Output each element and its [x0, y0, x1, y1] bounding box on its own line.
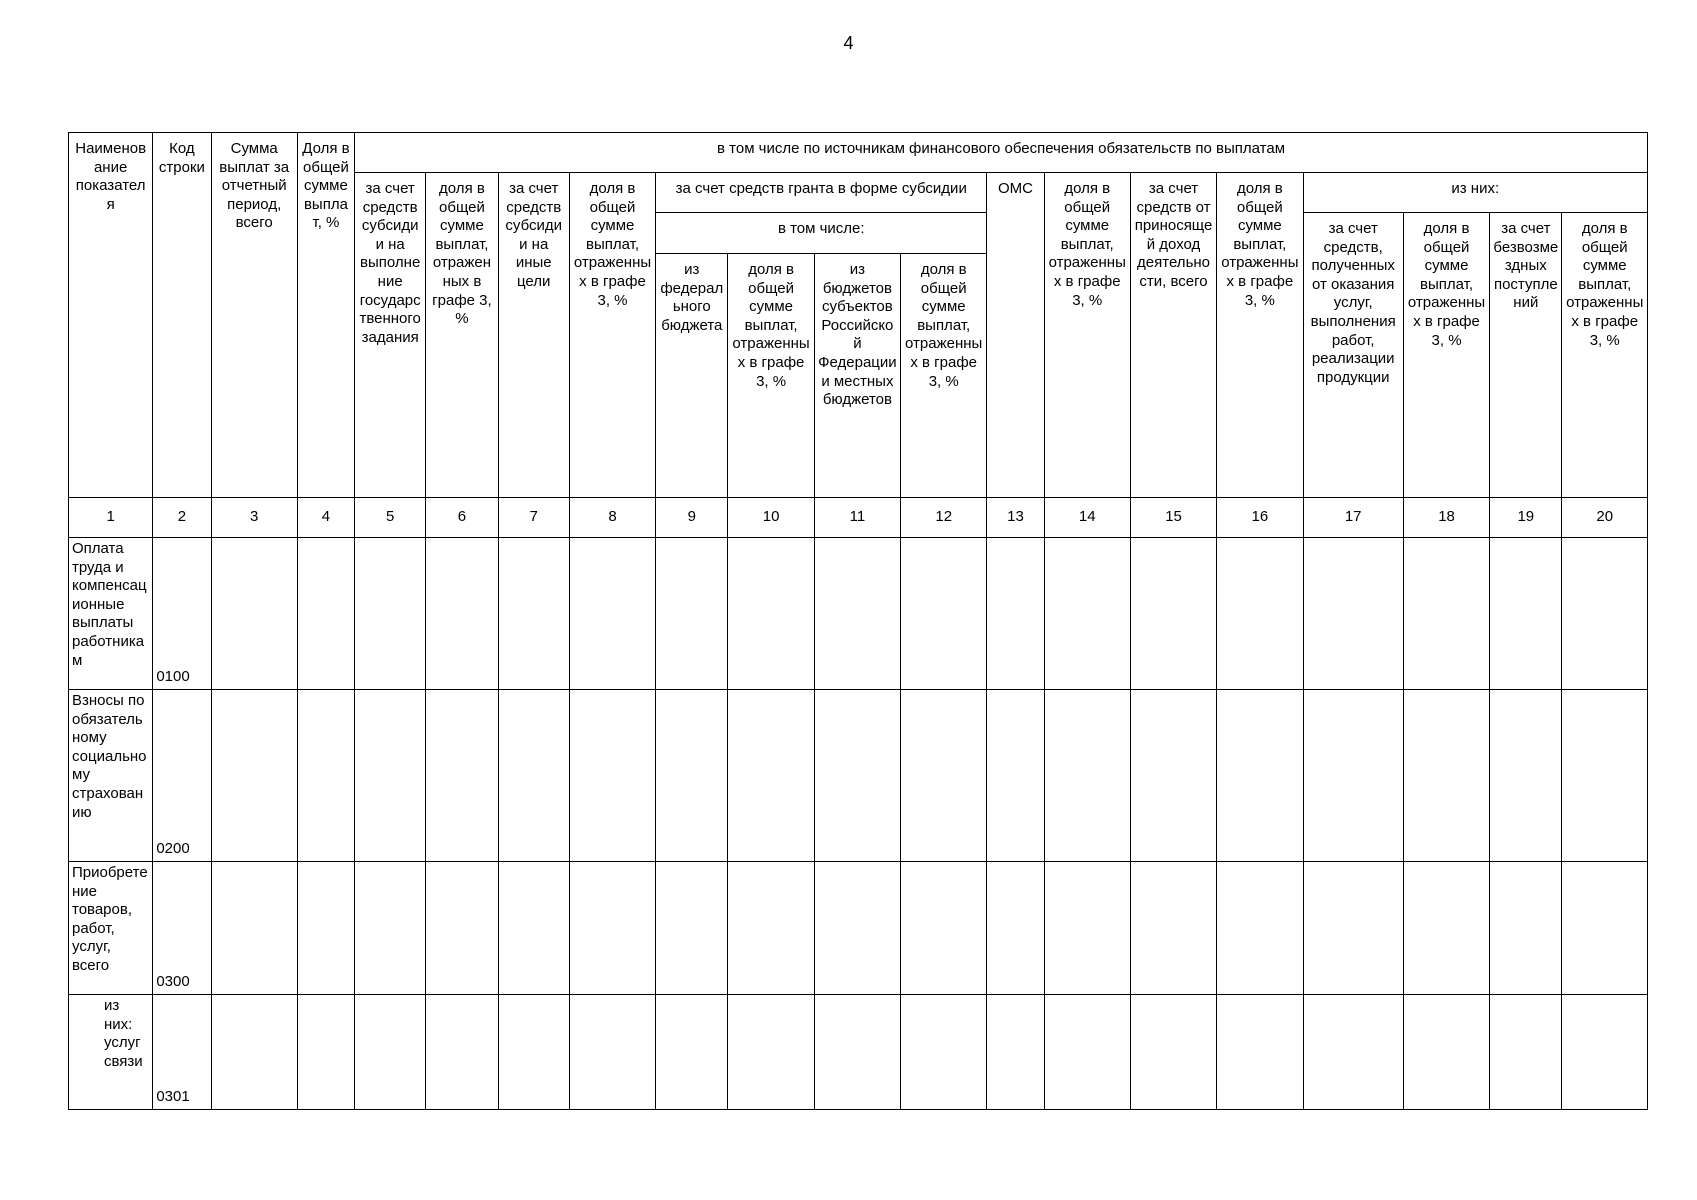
row-indicator-name: из них: услуг связи: [69, 995, 153, 1110]
header-of-which-group: из них:: [1303, 173, 1648, 213]
column-number: 11: [814, 498, 900, 538]
column-number: 9: [656, 498, 728, 538]
value-cell[interactable]: [426, 995, 498, 1110]
value-cell[interactable]: [1562, 538, 1648, 690]
value-cell[interactable]: [901, 538, 987, 690]
column-number: 7: [498, 498, 569, 538]
value-cell[interactable]: [1403, 862, 1489, 995]
value-cell[interactable]: [1044, 862, 1130, 995]
value-cell[interactable]: [728, 862, 814, 995]
header-share-col12: доля в общей сумме выплат, отраженных в графе 3, %: [901, 254, 987, 498]
column-number: 6: [426, 498, 498, 538]
row-code: 0300: [153, 862, 211, 995]
value-cell[interactable]: [901, 862, 987, 995]
value-cell[interactable]: [1217, 995, 1303, 1110]
header-services-revenue: за счет средств, полученных от оказания услуг, выполнения работ, реализации продукции: [1303, 213, 1403, 498]
header-share-col18: доля в общей сумме выплат, отраженных в графе 3, %: [1403, 213, 1489, 498]
header-oms: ОМС: [987, 173, 1044, 498]
page-number: 4: [843, 33, 854, 53]
header-gratuitous-receipts: за счет безвозмездных поступлений: [1490, 213, 1562, 498]
header-grant-subsidy-group: за счет средств гранта в форме субсидии: [656, 173, 987, 213]
value-cell[interactable]: [211, 862, 297, 995]
header-share-col8: доля в общей сумме выплат, отраженных в графе 3, %: [569, 173, 655, 498]
row-indicator-name: Оплата труда и компенсационные выплаты работникам: [69, 538, 153, 690]
value-cell[interactable]: [901, 995, 987, 1110]
value-cell[interactable]: [355, 538, 426, 690]
row-indicator-name: Приобретение товаров, работ, услуг, всего: [69, 862, 153, 995]
value-cell[interactable]: [814, 538, 900, 690]
value-cell[interactable]: [426, 862, 498, 995]
value-cell[interactable]: [1490, 690, 1562, 862]
column-number: 17: [1303, 498, 1403, 538]
column-number: 13: [987, 498, 1044, 538]
row-indicator-name: Взносы по обязательному социальному страхованию: [69, 690, 153, 862]
column-number: 3: [211, 498, 297, 538]
value-cell[interactable]: [1303, 862, 1403, 995]
column-number: 12: [901, 498, 987, 538]
header-total-payments: Сумма выплат за отчетный период, всего: [211, 133, 297, 498]
column-number: 1: [69, 498, 153, 538]
column-number: 20: [1562, 498, 1648, 538]
value-cell[interactable]: [656, 995, 728, 1110]
header-share-col20: доля в общей сумме выплат, отраженных в графе 3, %: [1562, 213, 1648, 498]
column-number: 4: [297, 498, 354, 538]
value-cell[interactable]: [656, 690, 728, 862]
header-share-col10: доля в общей сумме выплат, отраженных в графе 3, %: [728, 254, 814, 498]
column-number: 10: [728, 498, 814, 538]
column-number: 8: [569, 498, 655, 538]
value-cell[interactable]: [569, 690, 655, 862]
value-cell[interactable]: [1217, 690, 1303, 862]
value-cell[interactable]: [297, 862, 354, 995]
header-share-col16: доля в общей сумме выплат, отраженных в графе 3, %: [1217, 173, 1303, 498]
value-cell[interactable]: [1562, 995, 1648, 1110]
table-row: [69, 690, 1648, 862]
header-share-col14: доля в общей сумме выплат, отраженных в графе 3, %: [1044, 173, 1130, 498]
value-cell[interactable]: [498, 538, 569, 690]
value-cell[interactable]: [498, 995, 569, 1110]
header-row-code: Код строки: [153, 133, 211, 498]
row-code: 0100: [153, 538, 211, 690]
column-number: 19: [1490, 498, 1562, 538]
value-cell[interactable]: [1562, 862, 1648, 995]
value-cell[interactable]: [1303, 538, 1403, 690]
value-cell[interactable]: [1044, 995, 1130, 1110]
value-cell[interactable]: [211, 995, 297, 1110]
row-code: 0301: [153, 995, 211, 1110]
value-cell[interactable]: [355, 862, 426, 995]
value-cell[interactable]: [987, 862, 1044, 995]
value-cell[interactable]: [987, 538, 1044, 690]
value-cell[interactable]: [1217, 862, 1303, 995]
value-cell[interactable]: [987, 995, 1044, 1110]
value-cell[interactable]: [987, 690, 1044, 862]
value-cell[interactable]: [1403, 690, 1489, 862]
header-state-task-subsidy: за счет средств субсидии на выполнение государственного задания: [355, 173, 426, 498]
value-cell[interactable]: [498, 690, 569, 862]
value-cell[interactable]: [1490, 538, 1562, 690]
table-row: [69, 538, 1648, 690]
header-share-col6: доля в общей сумме выплат, отраженных в графе 3, %: [426, 173, 498, 498]
value-cell[interactable]: [1490, 995, 1562, 1110]
value-cell[interactable]: [814, 995, 900, 1110]
value-cell[interactable]: [426, 690, 498, 862]
value-cell[interactable]: [426, 538, 498, 690]
value-cell[interactable]: [211, 538, 297, 690]
table-row: [69, 995, 1648, 1110]
value-cell[interactable]: [901, 690, 987, 862]
value-cell[interactable]: [297, 995, 354, 1110]
header-income-activity: за счет средств от приносящей доход деятельности, всего: [1130, 173, 1216, 498]
value-cell[interactable]: [355, 995, 426, 1110]
value-cell[interactable]: [297, 538, 354, 690]
value-cell[interactable]: [728, 995, 814, 1110]
value-cell[interactable]: [814, 690, 900, 862]
value-cell[interactable]: [1562, 690, 1648, 862]
column-number: 16: [1217, 498, 1303, 538]
header-federal-budget: из федерального бюджета: [656, 254, 728, 498]
value-cell[interactable]: [656, 862, 728, 995]
value-cell[interactable]: [1130, 690, 1216, 862]
value-cell[interactable]: [1217, 538, 1303, 690]
value-cell[interactable]: [297, 690, 354, 862]
value-cell[interactable]: [728, 690, 814, 862]
value-cell[interactable]: [1130, 862, 1216, 995]
row-code: 0200: [153, 690, 211, 862]
table-row: [69, 862, 1648, 995]
column-number: 18: [1403, 498, 1489, 538]
value-cell[interactable]: [1403, 995, 1489, 1110]
value-cell[interactable]: [1303, 690, 1403, 862]
column-number: 14: [1044, 498, 1130, 538]
value-cell[interactable]: [211, 690, 297, 862]
column-number: 5: [355, 498, 426, 538]
column-numbers-row: [69, 498, 1648, 538]
value-cell[interactable]: [569, 538, 655, 690]
column-number: 15: [1130, 498, 1216, 538]
value-cell[interactable]: [1490, 862, 1562, 995]
value-cell[interactable]: [728, 538, 814, 690]
value-cell[interactable]: [1044, 538, 1130, 690]
header-share-total: Доля в общей сумме выплат, %: [297, 133, 354, 498]
header-other-purposes-subsidy: за счет средств субсидии на иные цели: [498, 173, 569, 498]
value-cell[interactable]: [814, 862, 900, 995]
value-cell[interactable]: [656, 538, 728, 690]
header-regional-local-budgets: из бюджетов субъектов Российской Федерации и местных бюджетов: [814, 254, 900, 498]
value-cell[interactable]: [1130, 995, 1216, 1110]
value-cell[interactable]: [1403, 538, 1489, 690]
value-cell[interactable]: [569, 995, 655, 1110]
value-cell[interactable]: [1303, 995, 1403, 1110]
payments-report-table: [68, 132, 1648, 1110]
header-funding-sources-group: в том числе по источникам финансового обеспечения обязательств по выплатам: [355, 133, 1648, 173]
value-cell[interactable]: [1130, 538, 1216, 690]
value-cell[interactable]: [1044, 690, 1130, 862]
value-cell[interactable]: [355, 690, 426, 862]
column-number: 2: [153, 498, 211, 538]
header-indicator-name: Наименование показателя: [69, 133, 153, 498]
value-cell[interactable]: [498, 862, 569, 995]
value-cell[interactable]: [569, 862, 655, 995]
header-grant-including: в том числе:: [656, 213, 987, 254]
